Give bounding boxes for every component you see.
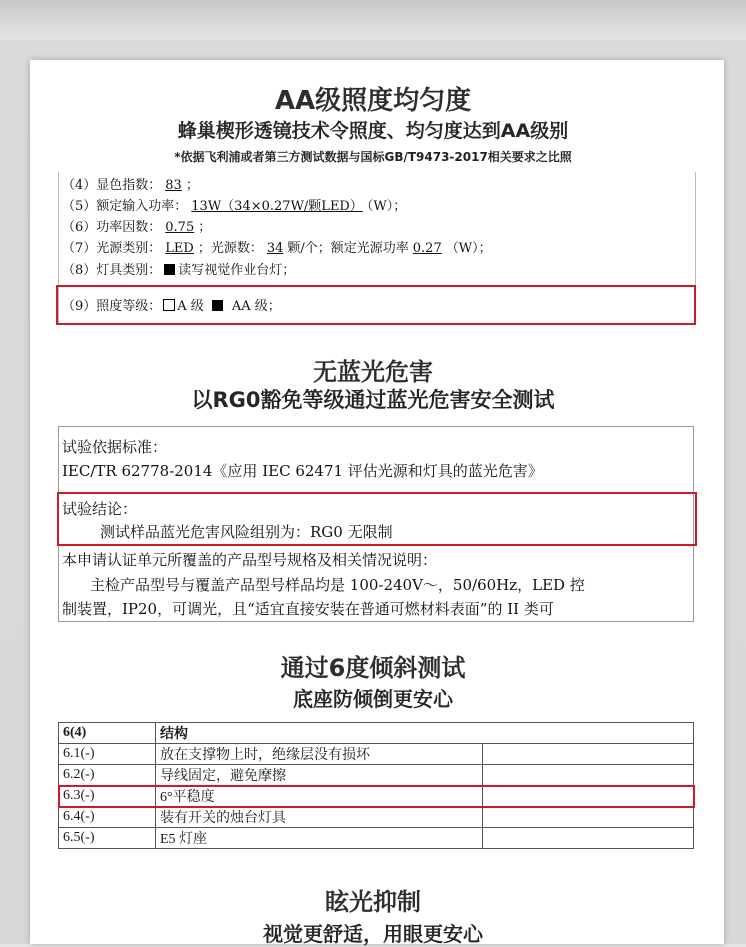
section4-subtitle: 视觉更舒适，用眼更安心 <box>263 922 483 946</box>
table-row <box>59 744 694 765</box>
table-row <box>59 828 694 849</box>
table-cell: 6.4(-) <box>59 807 156 828</box>
top-banner <box>0 0 746 40</box>
section3-title: 通过6度倾斜测试 <box>280 654 466 682</box>
table-cell: 6°平稳度 <box>156 786 483 807</box>
section2-title: 无蓝光危害 <box>313 358 433 386</box>
table-row-highlighted <box>59 786 694 807</box>
table-cell: 6.1(-) <box>59 744 156 765</box>
spec-line-cri: （4）显色指数： 83 ； <box>62 178 199 193</box>
table-cell: 6.5(-) <box>59 828 156 849</box>
table-row <box>59 807 694 828</box>
section1-note: *依据飞利浦或者第三方测试数据与国标GB/T9473-2017相关要求之比照 <box>174 150 572 164</box>
section4-title: 眩光抑制 <box>325 888 421 916</box>
basis-text: IEC/TR 62778-2014《应用 IEC 62471 评估光源和灯具的蓝光危害》 <box>62 462 543 480</box>
basis-label: 试验依据标准： <box>62 438 168 456</box>
desc-line-1: 本申请认证单元所覆盖的产品型号规格及相关情况说明： <box>62 551 438 569</box>
table-cell: 装有开关的烛台灯具 <box>156 807 483 828</box>
table-cell <box>483 807 694 828</box>
table-header-row <box>59 723 694 744</box>
desc-line-3: 制装置，IP20，可调光，且“适宜直接安装在普通可燃材料表面”的 II 类可 <box>62 600 554 618</box>
spec-line-power-factor: （6）功率因数： 0.75 ； <box>62 220 212 235</box>
spec-line-lamp-category: （8）灯具类别： 读写视觉作业台灯； <box>62 263 296 278</box>
tilt-test-table <box>58 722 694 849</box>
spec-line-power: （5）额定输入功率： 13W（34×0.27W/颗LED） （W）； <box>62 199 407 214</box>
table-cell: 结构 <box>156 723 694 744</box>
desc-line-2: 主检产品型号与覆盖产品型号样品均是 100-240V～，50/60Hz，LED 控 <box>90 576 585 594</box>
table-cell: E5 灯座 <box>156 828 483 849</box>
section3-subtitle: 底座防倾倒更安心 <box>293 687 453 711</box>
table-cell <box>483 744 694 765</box>
table-cell: 6.3(-) <box>59 786 156 807</box>
table-cell <box>483 786 694 807</box>
conclusion-text: 测试样品蓝光危害风险组别为：RG0 无限制 <box>100 523 393 541</box>
table-cell: 6.2(-) <box>59 765 156 786</box>
table-cell: 6(4) <box>59 723 156 744</box>
table-cell: 导线固定，避免摩擦 <box>156 765 483 786</box>
section1-subtitle: 蜂巢楔形透镜技术令照度、均匀度达到AA级别 <box>177 120 569 142</box>
section1-title: AA级照度均匀度 <box>274 86 472 116</box>
filled-checkbox-icon <box>212 300 223 311</box>
spec-line-light-source: （7）光源类别： LED ；光源数： 34 颗/个；额定光源功率 0.27 （W）； <box>62 241 492 256</box>
table-cell: 放在支撑物上时，绝缘层没有损坏 <box>156 744 483 765</box>
section2-subtitle: 以RG0豁免等级通过蓝光危害安全测试 <box>191 388 555 412</box>
filled-checkbox-icon <box>164 264 175 275</box>
empty-checkbox-icon <box>163 299 175 311</box>
spec-line-grade: （9）照度等级： A 级 AA 级； <box>62 299 281 314</box>
table-row <box>59 765 694 786</box>
conclusion-label: 试验结论： <box>62 500 138 518</box>
table-cell <box>483 765 694 786</box>
table-cell <box>483 828 694 849</box>
